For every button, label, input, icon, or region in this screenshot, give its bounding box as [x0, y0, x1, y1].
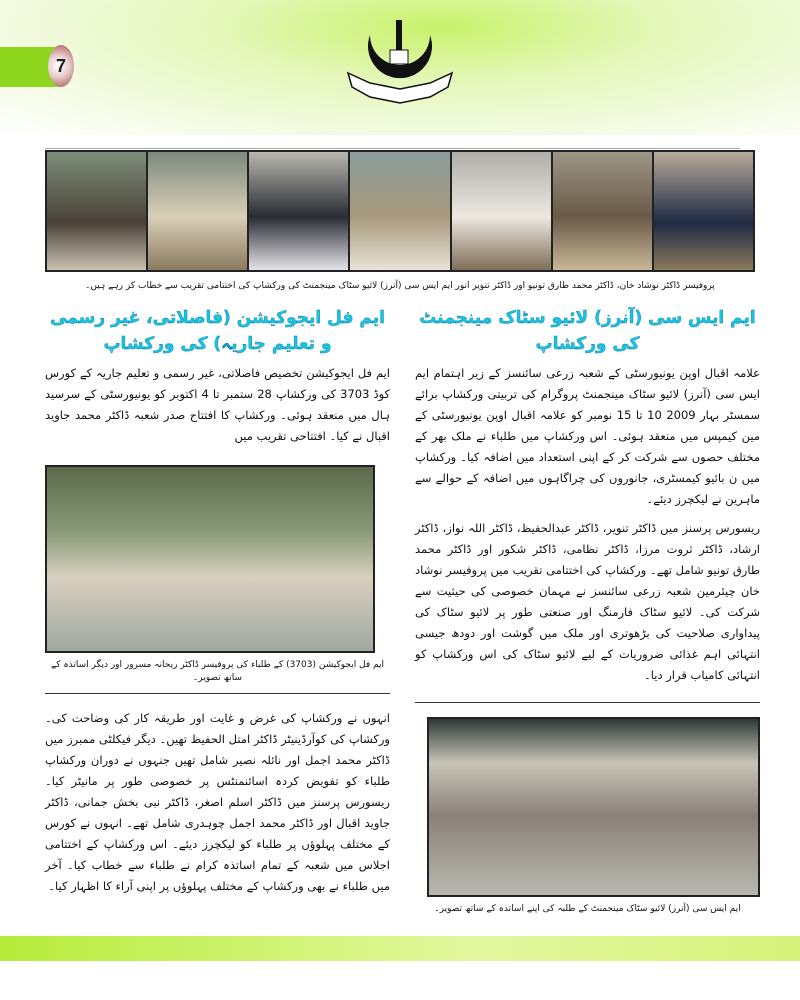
page-number: 7: [48, 45, 74, 87]
article-columns: [45, 0, 760, 916]
left-article-para1: ایم فل ایجوکیشن تخصیص فاصلاتی، غیر رسمی و تعلیم جاریہ کے کورس کوڈ 3703 کی ورکشاپ 28 ستمبر تا 4 اکتوبر کو یونیورسٹی کے سرسید ہال میں منعقد ہوئی۔ ورکشاپ کا افتتاح صدر شعبہ ڈاکٹر محمد جاوید اقبال نے کیا۔ افتتاحی تقریب میں: [45, 366, 390, 443]
right-photo-caption: ایم ایس سی (آنرز) لائیو سٹاک مینجمنٹ کے طلبہ کی اپنے اساتذہ کے ساتھ تصویر۔: [434, 904, 741, 914]
right-article-title: ایم ایس سی (آنرز) لائیو سٹاک مینجمنٹ کی ورکشاپ: [419, 308, 756, 354]
left-divider: [45, 693, 390, 694]
right-divider: [415, 702, 760, 703]
left-group-photo: [45, 465, 375, 653]
top-photo-caption: پروفیسر ڈاکٹر نوشاد خان، ڈاکٹر محمد طارق تونیو اور ڈاکٹر تنویر انور ایم ایس سی (آنرز) لائیو سٹاک مینجمنٹ کی ورکشاپ کی اختتامی تقریب سے خطاب کر رہے ہیں۔: [85, 281, 715, 291]
right-group-photo: [427, 717, 760, 897]
left-article-para2: انہوں نے ورکشاپ کی غرض و غایت اور طریقہ کار کی وضاحت کی۔ ورکشاپ کی کوآرڈینیٹر ڈاکٹر امتل الحفیظ تھیں۔ دیگر فیکلٹی ممبرز میں ڈاکٹر محمد اجمل اور نائلہ نصیر شامل تھیں جنہوں نے دوران ورکشاپ طلباء کو تفویض کردہ اسائنمنٹس پر خصوصی طور پر مانیٹر کیا۔ ریسورس پرسنز میں ڈاکٹر اسلم اصغر، ڈاکٹر نبی بخش جمانی، ڈاکٹر جاوید اقبال اور ڈاکٹر محمد اجمل چوہدری شامل تھے۔ انہوں نے کورس کے مختلف پہلوؤں پر طلباء کو لیکچرز دیئے۔ اس ورکشاپ کے اختتامی اجلاس میں شعبہ کے تمام اساتذہ کرام نے طلباء سے خطاب کیا۔ آخر میں طلباء نے بھی ورکشاپ کے مختلف پہلوؤں پر اپنی آراء کا اظہار کیا۔: [45, 711, 390, 893]
right-column: [415, 305, 760, 916]
left-photo-caption: ایم فل ایجوکیشن (3703) کے طلباء کی پروفیسر ڈاکٹر ریحانہ مسرور اور دیگر اساتذہ کے ساتھ تصویر۔: [50, 660, 385, 683]
right-article-para1: علامہ اقبال اوپن یونیورسٹی کے شعبہ زرعی سائنسز کے زیر اہتمام ایم ایس سی (آنرز) لائیو سٹاک مینجمنٹ پروگرام کی تربیتی ورکشاپ برائے سمسٹر بہار 2009 10 تا 15 نومبر کو علامہ اقبال اوپن یونیورسٹی کے مین کیمپس میں منعقد ہوئی۔ اس ورکشاپ میں طلباء نے ملک بھر کے مختلف حصوں سے شرکت کر کے اپنی استعداد میں اضافہ کیا۔ ورکشاپ میں ن بائیو کیمسٹری، جانوروں کی چراگاہوں میں اضافہ کے حوالے سے ماہرین نے لیکچرز دیئے۔: [415, 366, 760, 506]
page-footer-bar: [0, 936, 800, 961]
left-column: [45, 305, 390, 905]
left-article-title: ایم فل ایجوکیشن (فاصلاتی، غیر رسمی و تعلیم جاریہ) کی ورکشاپ: [50, 308, 385, 354]
right-article-para2: ریسورس پرسنز میں ڈاکٹر تنویر، ڈاکٹر عبدالحفیظ، ڈاکٹر اللہ نواز، ڈاکٹر ارشاد، ڈاکٹر ثروت مرزا، ڈاکٹر نظامی، ڈاکٹر شکور اور ڈاکٹر محمد طارق تونیو شامل تھے۔ ورکشاپ کی اختتامی تقریب میں پروفیسر نوشاد خان چیئرمین شعبہ زرعی سائنسز نے مہمان خصوصی کی حیثیت سے شرکت کی۔ لائیو سٹاک فارمنگ اور صنعتی طور پر لائیو سٹاک کی پیداواری صلاحیت کی بڑھوتری اور ملک میں گوشت اور دودھ جیسی انتہائی اہم غذائی ضروریات کے لیے لائیو سٹاک کی اس ورکشاپ کو انتہائی کامیاب قرار دیا۔: [415, 521, 760, 682]
